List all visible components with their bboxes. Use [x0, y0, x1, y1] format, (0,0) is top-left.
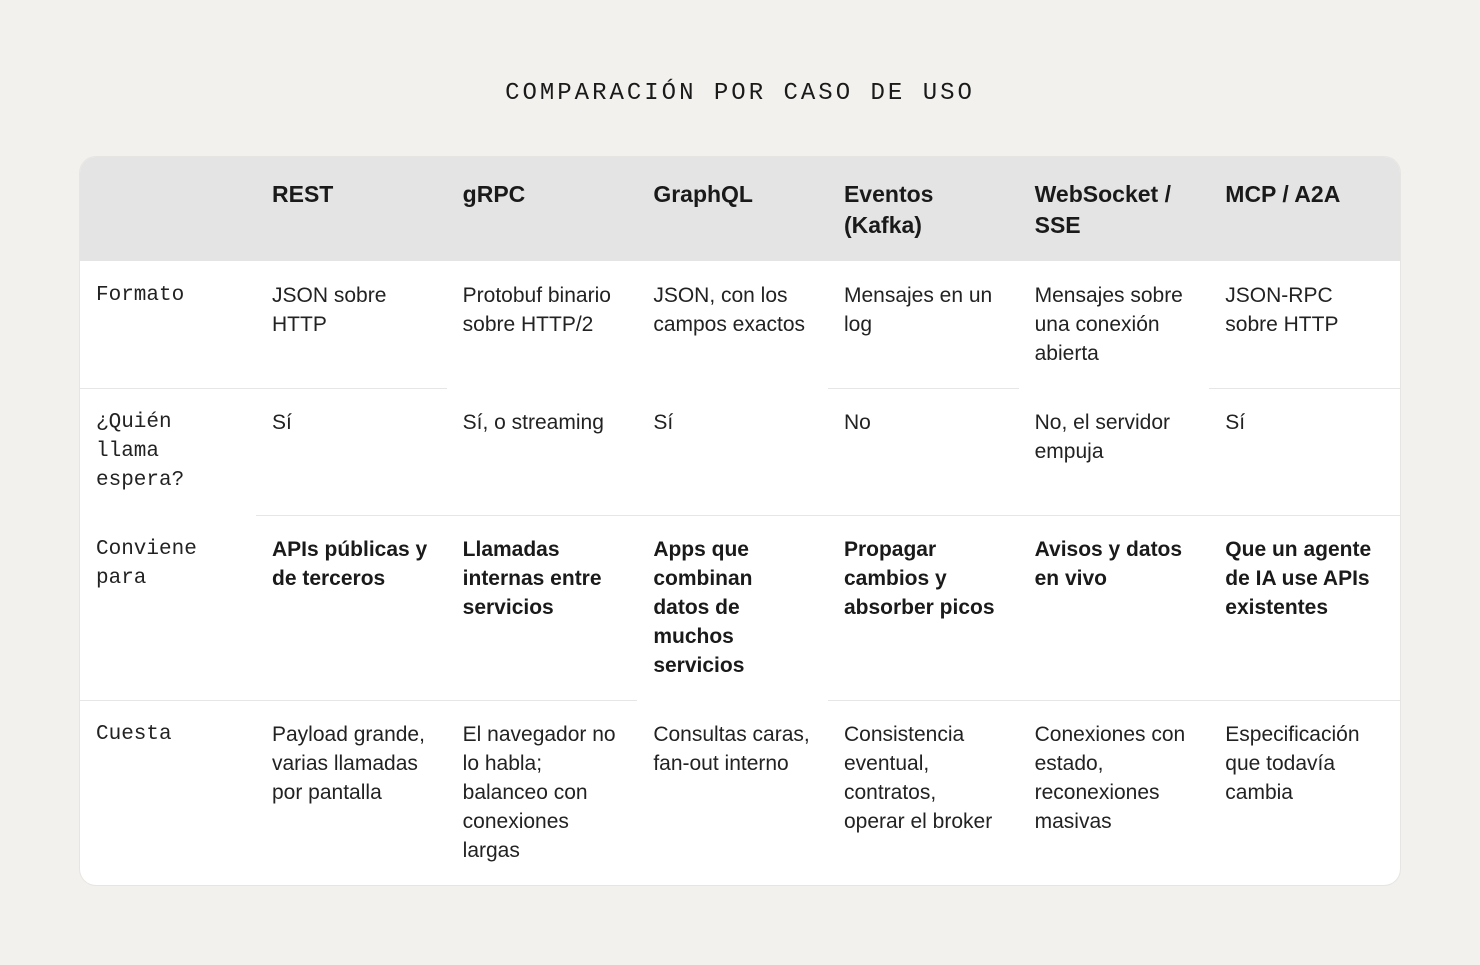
table-cell: Conexiones con estado, reconexiones masivas [1019, 700, 1210, 885]
table-cell: APIs públicas y de terceros [256, 515, 447, 700]
table-cell: No, el servidor empuja [1034, 411, 1171, 463]
row-label: Cuesta [80, 700, 256, 885]
table-cell: Consistencia eventual, contratos, operar el broker [828, 700, 1019, 885]
comparison-table [80, 157, 1400, 885]
comparison-card [80, 157, 1400, 885]
table-cell: Mensajes sobre una conexión abierta [1034, 284, 1183, 365]
table-cell: Sí, o streaming [462, 411, 604, 434]
table-cell: Especificación que todavía cambia [1209, 700, 1400, 885]
table-cell: Consultas caras, fan-out interno [653, 723, 810, 775]
table-cell: Que un agente de IA use APIs existentes [1209, 515, 1400, 700]
table-cell: Payload grande, varias llamadas por pantalla [256, 700, 447, 885]
column-header-eventos: Eventos (Kafka) [843, 181, 934, 238]
table-row-conviene [80, 515, 1400, 700]
page-title: COMPARACIÓN POR CASO DE USO [505, 80, 975, 107]
table-cell: Protobuf binario sobre HTTP/2 [462, 284, 611, 336]
table-cell: Mensajes en un log [843, 284, 993, 336]
column-header-graphql: GraphQL [653, 181, 753, 207]
table-cell: Sí [1209, 388, 1400, 515]
table-cell: JSON sobre HTTP [272, 284, 387, 336]
table-row-cuesta [80, 700, 1400, 885]
column-header-websocket: WebSocket / SSE [1034, 181, 1171, 238]
column-header-mcp: MCP / A2A [1225, 181, 1341, 207]
header-row [80, 157, 1400, 261]
column-header-grpc: gRPC [462, 181, 526, 207]
table-cell: No [828, 388, 1019, 515]
table-row-formato [80, 261, 1400, 388]
row-label: Conviene para [96, 538, 197, 590]
row-label: ¿Quién llama espera? [80, 388, 256, 515]
table-cell: Llamadas internas entre servicios [447, 515, 638, 700]
table-cell: El navegador no lo habla; balanceo con conexiones largas [447, 700, 638, 885]
table-cell: Propagar cambios y absorber picos [828, 515, 1019, 700]
table-cell: Sí [653, 411, 674, 434]
column-header-empty [80, 157, 256, 261]
table-cell: JSON-RPC sobre HTTP [1225, 284, 1339, 336]
table-cell: JSON, con los campos exactos [653, 284, 806, 336]
table-cell: Apps que combinan datos de muchos servicios [637, 515, 828, 700]
table-row-quien-espera [80, 388, 1400, 515]
table-cell: Avisos y datos en vivo [1019, 515, 1210, 700]
table-cell: Sí [256, 388, 447, 515]
column-header-rest: REST [272, 181, 334, 207]
row-label: Formato [96, 284, 185, 307]
